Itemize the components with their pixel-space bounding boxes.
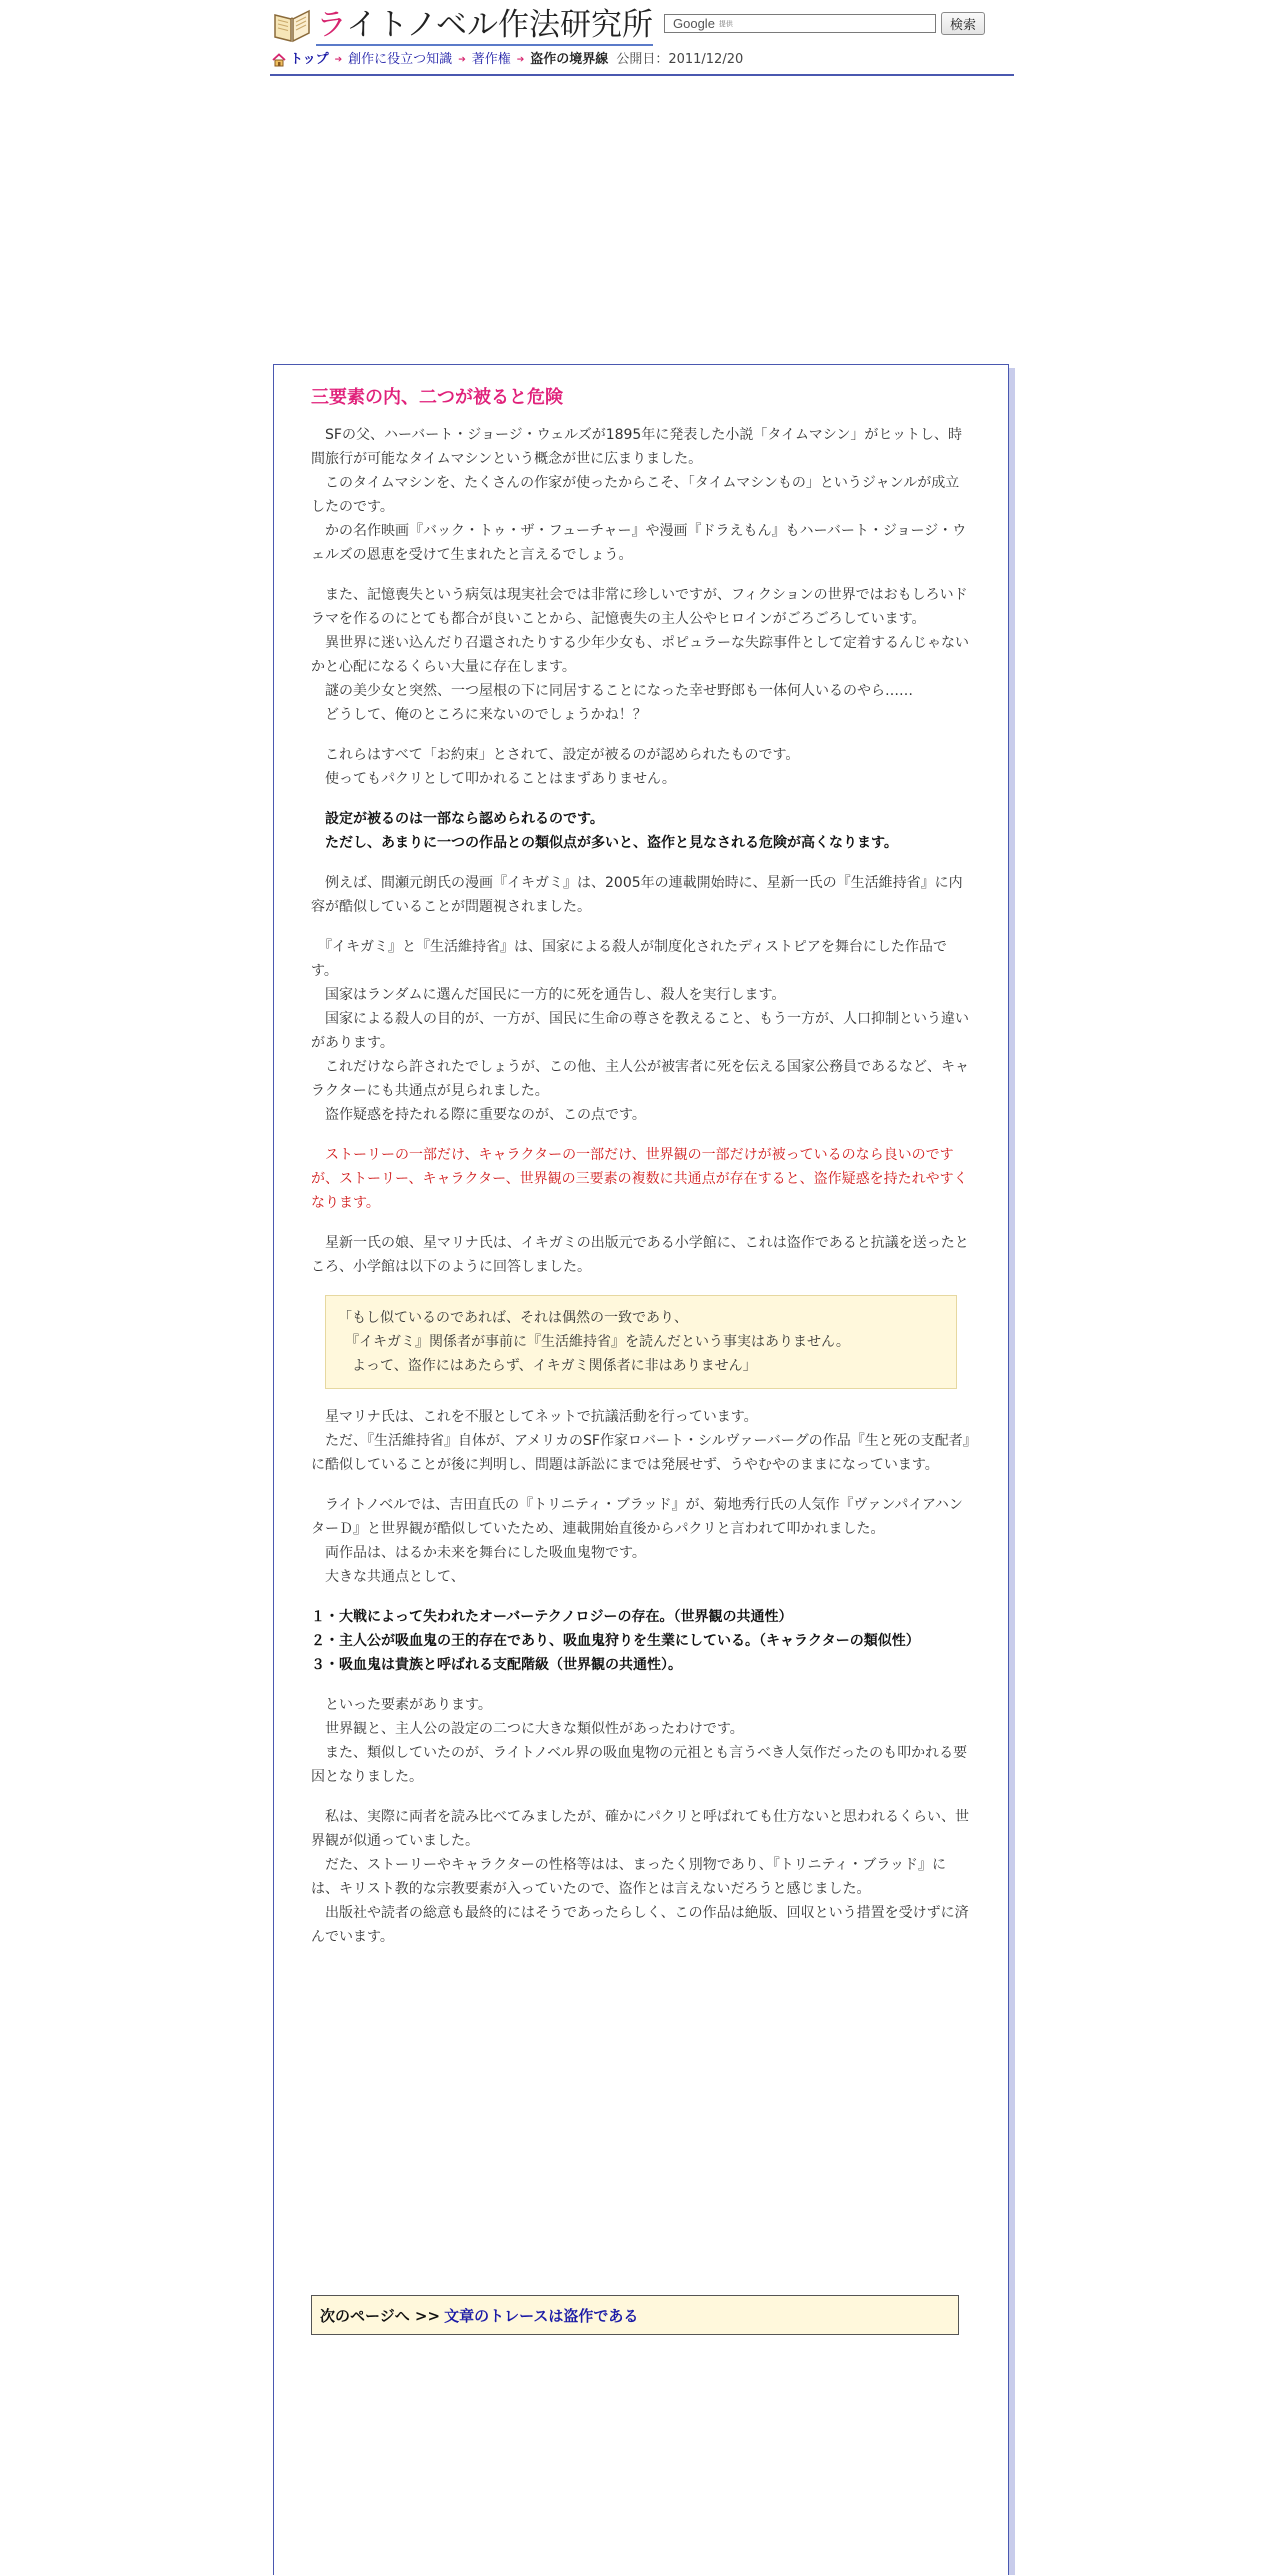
paragraph: 『イキガミ』と『生活維持省』は、国家による殺人が制度化されたディストピアを舞台にした作品です。 国家はランダムに選んだ国民に一方的に死を通告し、殺人を実行します。 国家による殺人の目的が、一方が、国民に生命の尊さを教えること、もう一方が、人口抑制という違いがあります。 これだけなら許されたでしょうが、この他、主人公が被害者に死を伝える国家公務員であるなど、キャラクターにも共通点が見られました。 盗作疑惑を持たれる際に重要なのが、この点です。 xyxy=(311,939,969,1123)
paragraph: 星新一氏の娘、星マリナ氏は、イキガミの出版元である小学館に、これは盗作であると抗議を送ったところ、小学館は以下のように回答しました。 xyxy=(311,1235,969,1275)
breadcrumb-top-link[interactable]: トップ xyxy=(290,52,329,67)
paragraph: 私は、実際に両者を読み比べてみましたが、確かにパクリと呼ばれても仕方ないと思われるくらい、世界観が似通っていました。 だた、ストーリーやキャラクターの性格等はは、まったく別物であり、『トリニティ・ブラッド』には、キリスト教的な宗教要素が入っていたので、盗作とは言えないだろうと感じました。 出版社や読者の総意も最終的にはそうであったらしく、この作品は絶版、回収という措置を受けずに済んでいます。 xyxy=(311,1809,969,1945)
red-emphasis-paragraph: ストーリーの一部だけ、キャラクターの一部だけ、世界観の一部だけが被っているのなら良いのですが、ストーリー、キャラクター、世界観の三要素の複数に共通点が存在すると、盗作疑惑を持たれやすくなります。 xyxy=(311,1147,968,1211)
article-container xyxy=(273,364,1009,2575)
paragraph: 例えば、間瀬元朗氏の漫画『イキガミ』は、2005年の連載開始時に、星新一氏の『生活維持省』に内容が酷似していることが問題視されました。 xyxy=(311,875,963,915)
breadcrumb-current: 盗作の境界線 xyxy=(530,52,609,67)
site-search xyxy=(664,12,985,35)
breadcrumb-arrow-icon: ➔ xyxy=(334,55,343,65)
site-logo[interactable] xyxy=(272,4,653,46)
quote-box: 「もし似ているのであれば、それは偶然の一致であり、 『イキガミ』関係者が事前に『生活維持省』を読んだという事実はありません。 よって、盗作にはあたらず、イキガミ関係者に非はありません」 xyxy=(325,1295,957,1389)
search-button[interactable]: 検索 xyxy=(941,12,985,35)
google-search-brand: Google xyxy=(673,16,715,31)
search-input[interactable] xyxy=(664,14,936,33)
breadcrumb xyxy=(272,50,743,70)
paragraph: といった要素があります。 世界観と、主人公の設定の二つに大きな類似性があったわけです。 また、類似していたのが、ライトノベル界の吸血鬼物の元祖とも言うべき人気作だったのも叩かれる要因となりました。 xyxy=(311,1697,968,1785)
next-page-label: 次のページへ >> xyxy=(320,2306,441,2325)
next-page-link[interactable]: 文章のトレースは盗作である xyxy=(444,2306,639,2325)
list-item: １・大戦によって失われたオーバーテクノロジーの存在。（世界観の共通性） xyxy=(311,1609,793,1625)
search-provider-label: 提供 xyxy=(718,19,733,28)
emphasis-paragraph: 設定が被るのは一部なら認められるのです。 ただし、あまりに一つの作品との類似点が多いと、盗作と見なされる危険が高くなります。 xyxy=(311,811,898,851)
section-title: 三要素の内、二つが被ると危険 xyxy=(311,387,563,408)
list-item: ２・主人公が吸血鬼の王的存在であり、吸血鬼狩りを生業にしている。（キャラクターの類似性） xyxy=(311,1633,920,1649)
header-divider xyxy=(270,74,1014,76)
publish-date: 公開日：2011/12/20 xyxy=(616,52,744,67)
paragraph: 星マリナ氏は、これを不服としてネットで抗議活動を行っています。 ただ、『生活維持省』自体が、アメリカのSF作家ロバート・シルヴァーバーグの作品『生と死の支配者』に酷似していることが後に判明し、問題は訴訟にまでは発展せず、うやむやのままになっています。 xyxy=(311,1409,970,1473)
next-page-box xyxy=(311,2295,959,2335)
book-icon xyxy=(272,7,312,43)
breadcrumb-copyright-link[interactable]: 著作権 xyxy=(471,52,511,67)
site-title: ライトノベル作法研究所 xyxy=(316,7,653,43)
logo-underline xyxy=(316,44,653,46)
article-body xyxy=(311,385,971,1965)
breadcrumb-arrow-icon: ➔ xyxy=(458,55,466,65)
common-points-list xyxy=(311,1605,971,1677)
home-icon xyxy=(272,53,286,67)
breadcrumb-arrow-icon: ➔ xyxy=(516,55,525,65)
paragraph: ライトノベルでは、吉田直氏の『トリニティ・ブラッド』が、菊地秀行氏の人気作『ヴァンパイアハンターＤ』と世界観が酷似していたため、連載開始直後からパクリと言われて叩かれました。 両作品は、はるか未来を舞台にした吸血鬼物です。 大きな共通点として、 xyxy=(311,1497,963,1585)
paragraph: SFの父、ハーバート・ジョージ・ウェルズが1895年に発表した小説「タイムマシン」がヒットし、時間旅行が可能なタイムマシンという概念が世に広まりました。 このタイムマシンを、たくさんの作家が使ったからこそ、「タイムマシンもの」というジャンルが成立したのです。 かの名作映画『バック・トゥ・ザ・フューチャー』や漫画『ドラえもん』もハーバート・ジョージ・ウェルズの恩恵を受けて生まれたと言えるでしょう。 xyxy=(311,427,967,563)
paragraph: また、記憶喪失という病気は現実社会では非常に珍しいですが、フィクションの世界ではおもしろいドラマを作るのにとても都合が良いことから、記憶喪失の主人公やヒロインがごろごろしています。 異世界に迷い込んだり召還されたりする少年少女も、ポピュラーな失踪事件として定着するんじゃないかと心配になるくらい大量に存在します。 謎の美少女と突然、一つ屋根の下に同居することになった幸せ野郎も一体何人いるのやら…… どうして、俺のところに来ないのでしょうかね！？ xyxy=(311,587,969,723)
list-item: ３・吸血鬼は貴族と呼ばれる支配階級（世界観の共通性）。 xyxy=(311,1657,682,1673)
breadcrumb-knowledge-link[interactable]: 創作に役立つ知識 xyxy=(348,52,453,67)
paragraph: これらはすべて「お約束」とされて、設定が被るのが認められたものです。 使ってもパクリとして叩かれることはまずありません。 xyxy=(311,747,800,787)
